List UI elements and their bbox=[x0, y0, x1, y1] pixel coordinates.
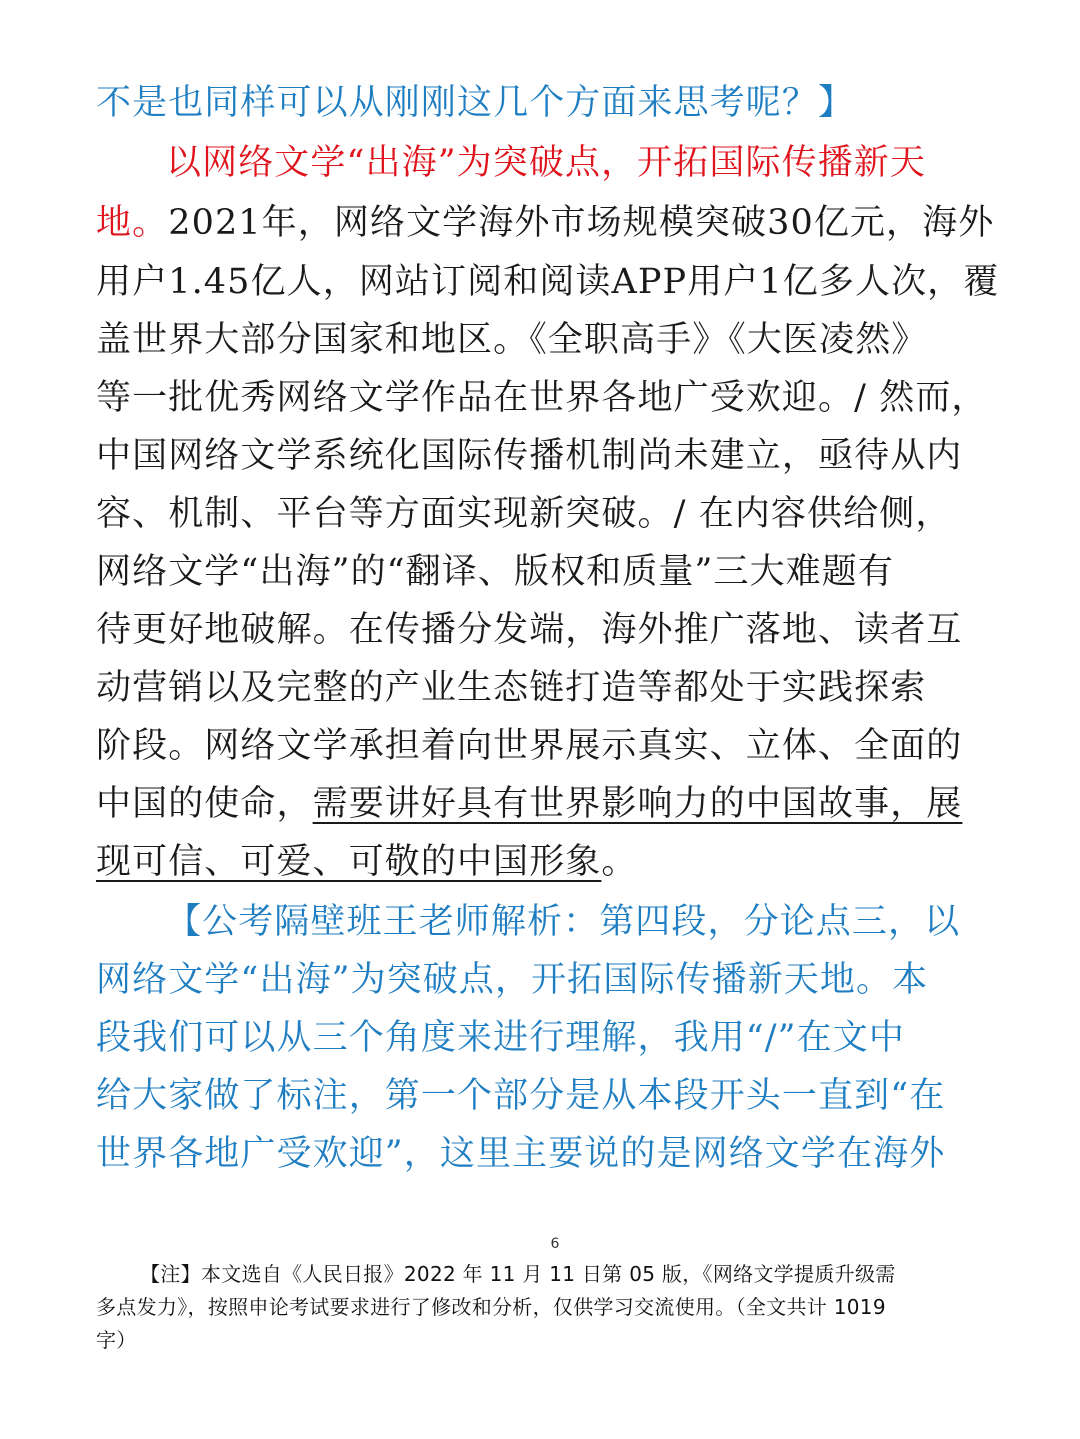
footnote-line: 字） bbox=[96, 1328, 137, 1352]
paragraph-text: 用户1.45亿人，网站订阅和阅读APP用户1亿多人次，覆 bbox=[96, 262, 1000, 302]
page-number: 6 bbox=[550, 1236, 560, 1252]
paragraph-line bbox=[96, 775, 962, 833]
paragraph-text: 动营销以及完整的产业生态链打造等都处于实践探索 bbox=[96, 668, 927, 708]
paragraph-line bbox=[96, 253, 999, 311]
paragraph-text: 阶段。网络文学承担着向世界展示真实、立体、全面的 bbox=[96, 726, 963, 766]
paragraph-line bbox=[96, 601, 962, 659]
paragraph-text: 容、机制、平台等方面实现新突破。/ 在内容供给侧， bbox=[96, 494, 952, 534]
analysis-text: 给大家做了标注，第一个部分是从本段开头一直到“在 bbox=[96, 1076, 946, 1116]
subheading-line bbox=[166, 134, 926, 192]
paragraph-line bbox=[96, 311, 927, 369]
analysis-text: 不是也同样可以从刚刚这几个方面来思考呢？】 bbox=[96, 83, 855, 123]
paragraph-text: 2021年，网络文学海外市场规模突破30亿元，海外 bbox=[168, 203, 995, 243]
paragraph-text: 中国的使命， bbox=[96, 784, 313, 824]
analysis-text-line bbox=[96, 951, 928, 1009]
paragraph-text: 。 bbox=[601, 842, 638, 882]
paragraph-line bbox=[96, 485, 951, 543]
paragraph-text: 待更好地破解。在传播分发端，海外推广落地、读者互 bbox=[96, 610, 963, 650]
paragraph-text: 网络文学“出海”的“翻译、版权和质量”三大难题有 bbox=[96, 552, 894, 592]
analysis-text: 世界各地广受欢迎”，这里主要说的是网络文学在海外 bbox=[96, 1134, 946, 1174]
paragraph-line bbox=[96, 543, 894, 601]
analysis-text-line bbox=[96, 1067, 945, 1125]
analysis-text: 【公考隔壁班王老师解析：第四段，分论点三，以 bbox=[166, 902, 961, 942]
analysis-text-line bbox=[96, 74, 854, 132]
paragraph-line bbox=[96, 833, 638, 891]
subheading-text: 地。 bbox=[96, 203, 169, 243]
analysis-text-line bbox=[166, 893, 960, 951]
paragraph-line bbox=[96, 427, 962, 485]
paragraph-text: 中国网络文学系统化国际传播机制尚未建立，亟待从内 bbox=[96, 436, 963, 476]
underlined-text: 需要讲好具有世界影响力的中国故事，展 bbox=[312, 784, 963, 824]
subheading-text: 以网络文学“出海”为突破点，开拓国际传播新天 bbox=[166, 143, 926, 183]
footnote-line: 多点发力》，按照申论考试要求进行了修改和分析，仅供学习交流使用。（全文共计 1019 bbox=[96, 1295, 886, 1319]
paragraph-text: 盖世界大部分国家和地区。《全职高手》《大医凌然》 bbox=[96, 320, 928, 360]
underlined-text: 现可信、可爱、可敬的中国形象 bbox=[96, 842, 602, 882]
paragraph-text: 等一批优秀网络文学作品在世界各地广受欢迎。/ 然而， bbox=[96, 378, 988, 418]
paragraph-line bbox=[96, 369, 988, 427]
paragraph-line bbox=[96, 659, 926, 717]
paragraph-line bbox=[96, 717, 962, 775]
analysis-text-line bbox=[96, 1125, 945, 1183]
footnote-line: 【注】本文选自《人民日报》2022 年 11 月 11 日第 05 版，《网络文学提质升级需 bbox=[140, 1262, 896, 1286]
analysis-text: 段我们可以从三个角度来进行理解，我用“/”在文中 bbox=[96, 1018, 905, 1058]
paragraph-line bbox=[96, 194, 994, 252]
analysis-text: 网络文学“出海”为突破点，开拓国际传播新天地。本 bbox=[96, 960, 929, 1000]
analysis-text-line bbox=[96, 1009, 905, 1067]
